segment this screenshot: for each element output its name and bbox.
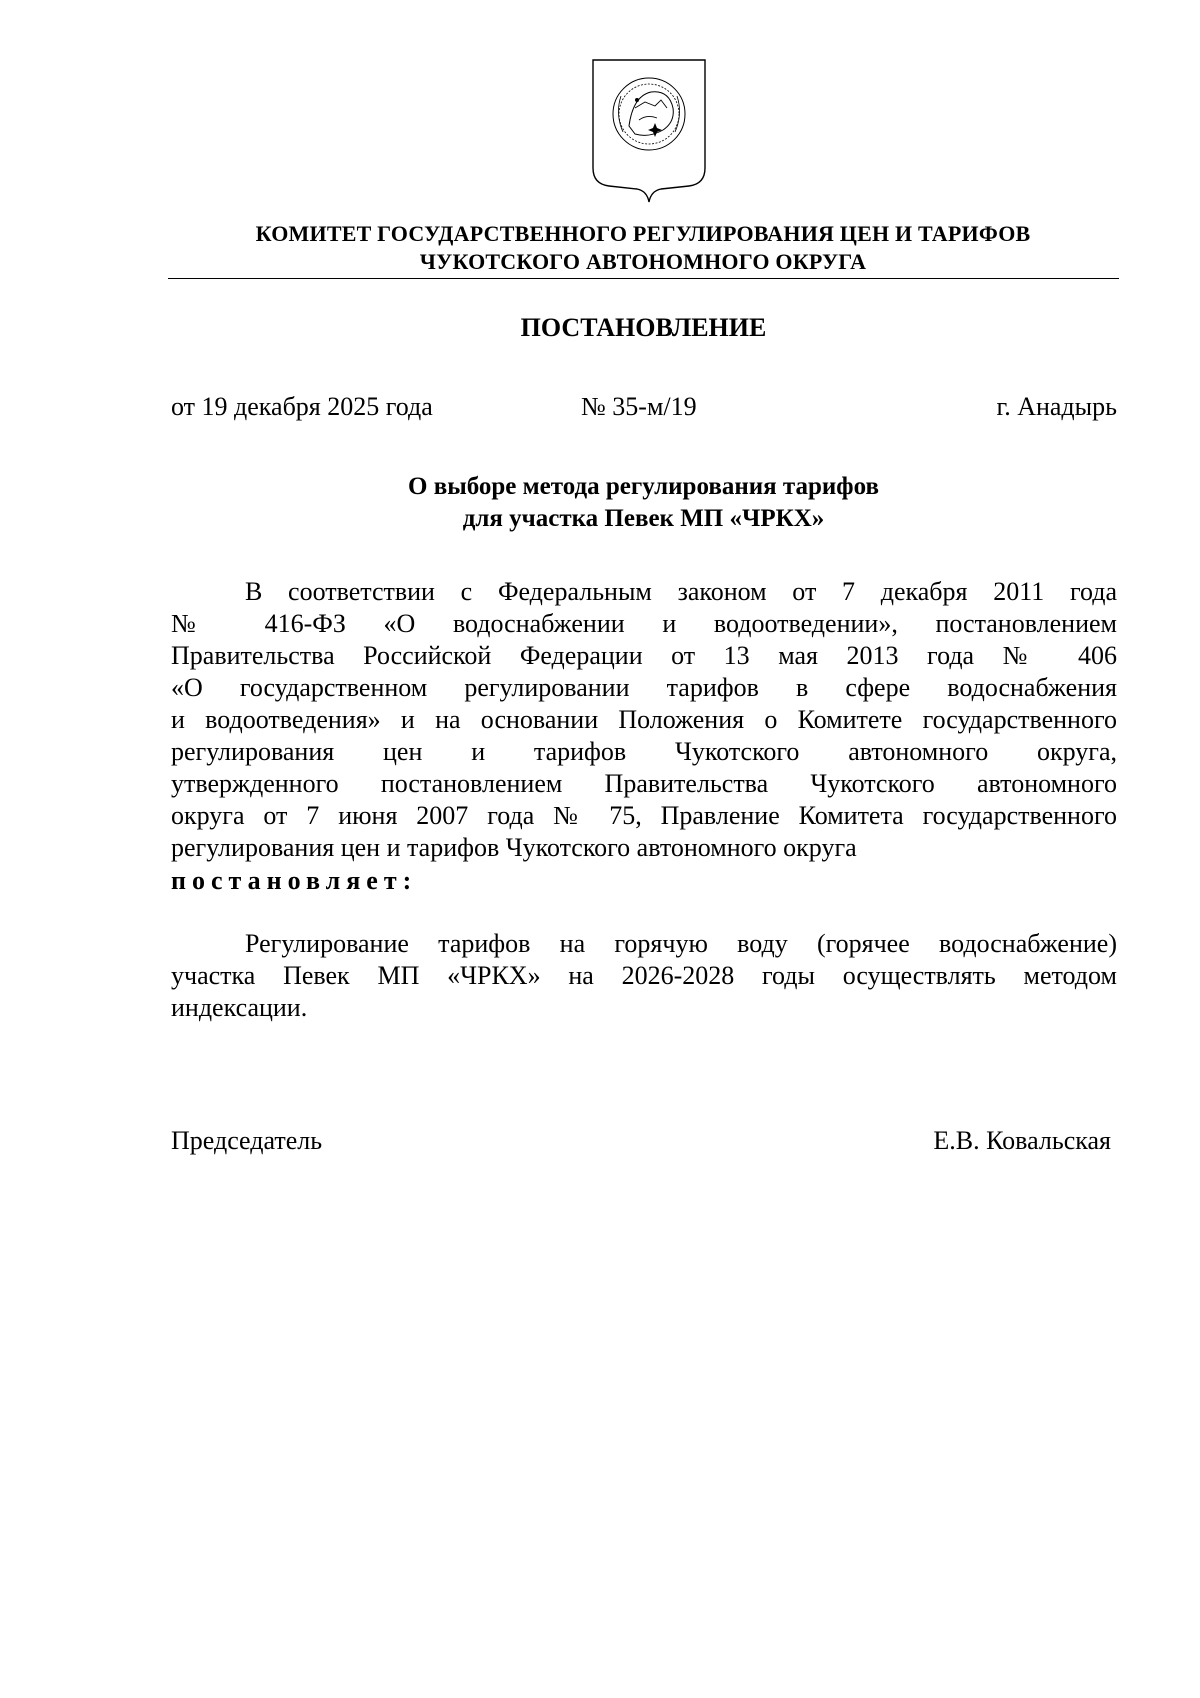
signatory-title: Председатель	[171, 1126, 323, 1155]
preamble-line: № 416-ФЗ «О водоснабжении и водоотведении», постановлением	[171, 609, 1117, 638]
preamble-line: утвержденного постановлением Правительства Чукотского автономного	[171, 769, 1117, 798]
decision-line: индексации.	[171, 993, 308, 1022]
preamble-line: регулирования цен и тарифов Чукотского автономного округа,	[171, 737, 1117, 766]
decision-line: Регулирование тарифов на горячую воду (горячее водоснабжение)	[245, 929, 1117, 958]
document-date: от 19 декабря 2025 года	[171, 392, 433, 421]
decision-line: участка Певек МП «ЧРКХ» на 2026-2028 годы осуществлять методом	[171, 961, 1117, 990]
document-place: г. Анадырь	[996, 392, 1117, 421]
org-name-line1: КОМИТЕТ ГОСУДАРСТВЕННОГО РЕГУЛИРОВАНИЯ ЦЕН И ТАРИФОВ	[255, 221, 1031, 246]
coat-of-arms-icon	[589, 56, 709, 206]
preamble-line: и водоотведения» и на основании Положения о Комитете государственного	[171, 705, 1117, 734]
document-type-title: ПОСТАНОВЛЕНИЕ	[520, 313, 767, 342]
preamble-line: Правительства Российской Федерации от 13 мая 2013 года № 406	[171, 641, 1117, 670]
org-name-line2: ЧУКОТСКОГО АВТОНОМНОГО ОКРУГА	[419, 249, 867, 274]
signatory-name: Е.В. Ковальская	[933, 1126, 1111, 1155]
document-meta-row	[171, 391, 1117, 423]
decrees-word: постановляет:	[171, 866, 418, 895]
subject-line2: для участка Певек МП «ЧРКХ»	[462, 505, 825, 532]
subject-line1: О выборе метода регулирования тарифов	[408, 473, 879, 500]
document-number: № 35-м/19	[581, 392, 697, 421]
preamble-line: В соответствии с Федеральным законом от 7 декабря 2011 года	[245, 577, 1117, 606]
preamble-line: «О государственном регулировании тарифов в сфере водоснабжения	[171, 673, 1117, 702]
preamble-line: регулирования цен и тарифов Чукотского автономного округа	[171, 833, 857, 862]
header-divider	[168, 278, 1119, 279]
preamble-line: округа от 7 июня 2007 года № 75, Правление Комитета государственного	[171, 801, 1117, 830]
